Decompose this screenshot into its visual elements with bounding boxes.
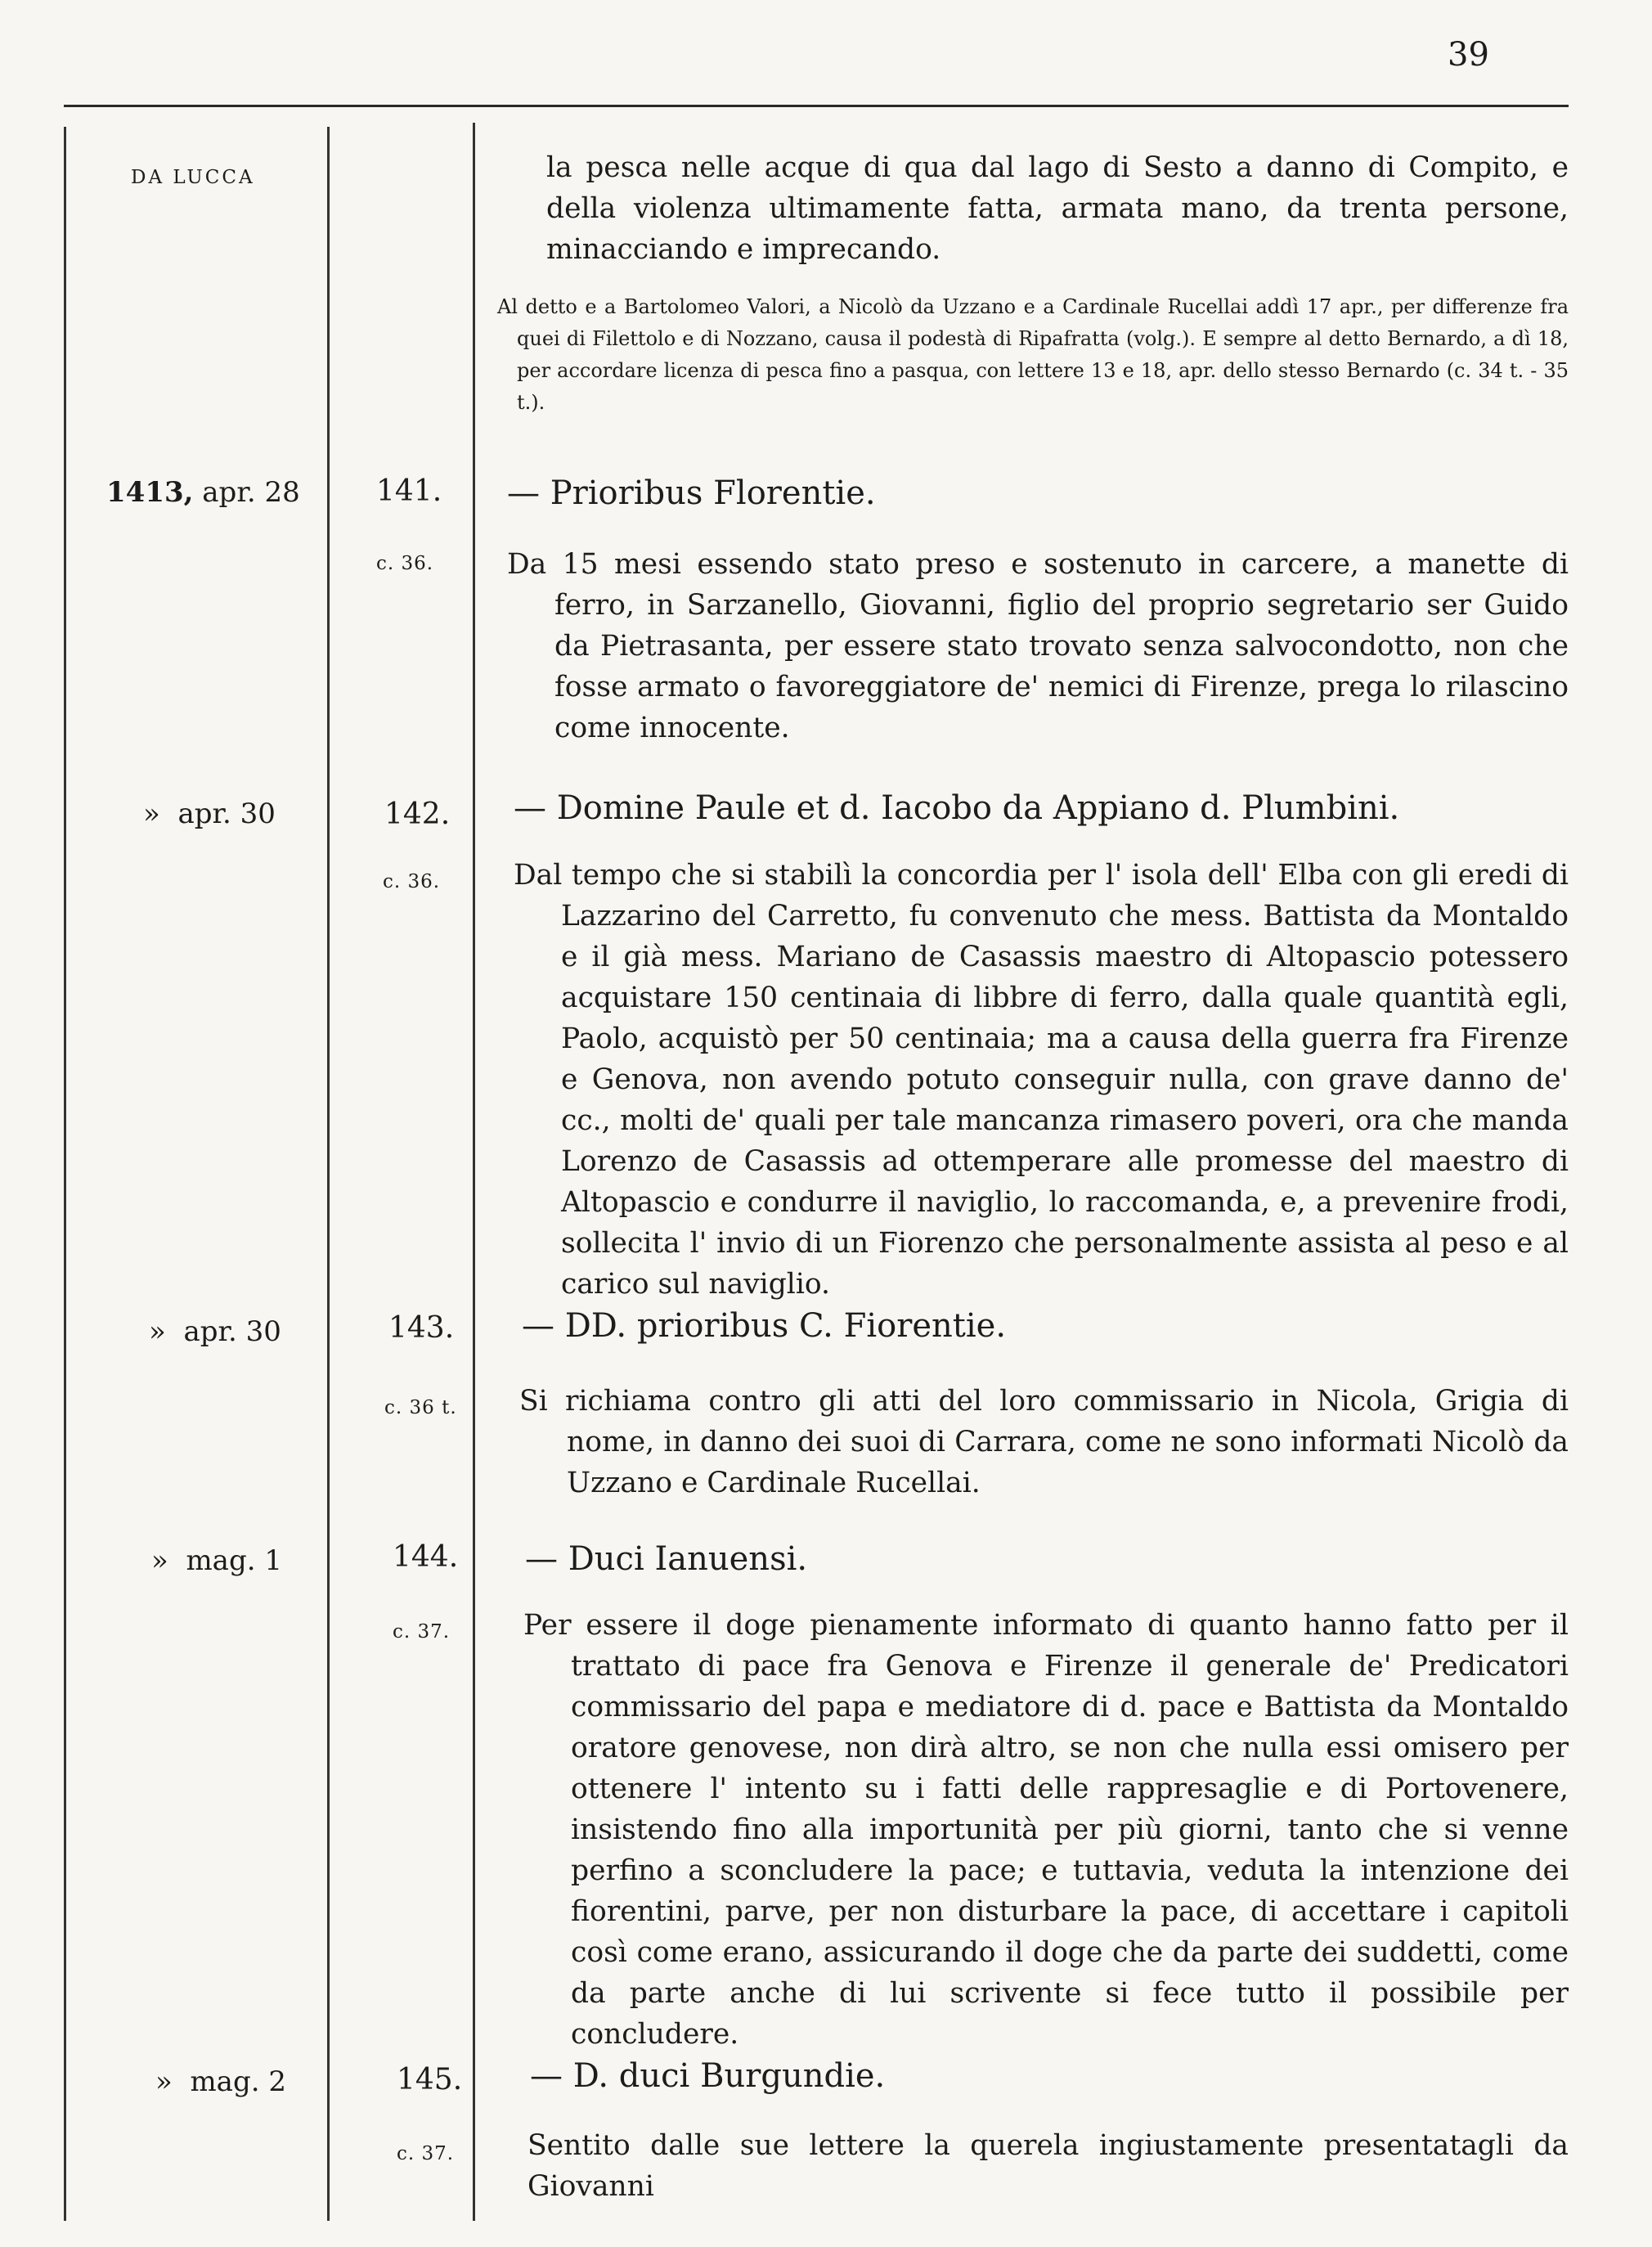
entry-title: — Domine Paule et d. Iacobo da Appiano d. Plumbini. <box>514 789 1400 827</box>
entry-date <box>155 2065 286 2098</box>
entry-date <box>151 1544 282 1577</box>
source-label: DA LUCCA <box>131 167 255 188</box>
entry-date <box>149 1315 281 1348</box>
entry-title: — DD. prioribus C. Fiorentie. <box>522 1307 1007 1345</box>
entry-cref: c. 37. <box>397 2143 455 2164</box>
entry-body: Sentito dalle sue lettere la querela ingiustamente presentatagli da Giovanni <box>527 2129 1569 2203</box>
intro-body: la pesca nelle acque di qua dal lago di Sesto a danno di Compito, e della violenza ultimamente fatta, armata mano, da trenta persone, minacciando e imprecando. <box>546 151 1569 266</box>
entry-number: 141. <box>376 474 442 508</box>
entry-title: — D. duci Burgundie. <box>530 2057 886 2095</box>
entry-date-year: » <box>149 1315 166 1348</box>
header-rule <box>64 105 1569 107</box>
entry-date <box>106 476 300 509</box>
entry-number: 144. <box>393 1540 459 1574</box>
entry-number: 143. <box>388 1311 455 1345</box>
column-rule-right <box>473 123 475 2221</box>
entry-date-year: » <box>151 1544 168 1577</box>
column-rule-middle <box>327 127 330 2221</box>
entry-cref: c. 36 t. <box>384 1397 457 1418</box>
entry-title: — Prioribus Florentie. <box>507 474 876 512</box>
entry-date-year: » <box>155 2065 173 2098</box>
entry-cref: c. 37. <box>393 1621 451 1643</box>
entry-cref: c. 36. <box>383 871 441 892</box>
intro-note: Al detto e a Bartolomeo Valori, a Nicolò da Uzzano e a Cardinale Rucellai addì 17 apr., per differenze fra quei di Filettolo e di Nozzano, causa il podestà di Ripafratta (volg.). E sempre al detto Bernardo, a dì 18, per accordare licenza di pesca fino a pasqua, con lettere 13 e 18, apr. dello stesso Bernardo (c. 34 t. - 35 t.). <box>497 295 1569 414</box>
entry-number: 142. <box>384 798 451 831</box>
page-number: 39 <box>1448 36 1489 74</box>
entry-number: 145. <box>397 2063 463 2096</box>
entry-title: — Duci Ianuensi. <box>525 1540 808 1578</box>
entry-date-rest: mag. 2 <box>190 2065 286 2098</box>
entry-date-rest: apr. 30 <box>177 798 276 830</box>
entry-body: Per essere il doge pienamente informato di quanto hanno fatto per il trattato di pace fra Genova e Firenze il generale de' Predicatori commissario del papa e mediatore di d. pace e Battista da Montaldo oratore genovese, non dirà altro, se non che nulla essi omisero per ottenere l' intento su i fatti delle rappresaglie e di Portovenere, insistendo fino alla importunità per più giorni, tanto che si venne perfino a sconcludere la pace; e tuttavia, veduta la intenzione dei fiorentini, parve, per non disturbare la pace, di accettare i capitoli così come erano, assicurando il doge che da parte dei suddetti, come da parte anche di lui scrivente si fece tutto il possibile per concludere. <box>523 1609 1569 2051</box>
entry-date-year: 1413, <box>106 476 194 509</box>
entry-date-rest: apr. 28 <box>202 476 300 509</box>
entry-date-year: » <box>143 798 160 830</box>
entry-date-rest: apr. 30 <box>183 1315 281 1348</box>
entry-body: Si richiama contro gli atti del loro commissario in Nicola, Grigia di nome, in danno dei suoi di Carrara, come ne sono informati Nicolò da Uzzano e Cardinale Rucellai. <box>519 1385 1569 1499</box>
column-rule-left <box>64 127 66 2221</box>
entry-cref: c. 36. <box>376 553 434 574</box>
entry-date-rest: mag. 1 <box>186 1544 282 1577</box>
entry-body: Dal tempo che si stabilì la concordia per l' isola dell' Elba con gli eredi di Lazzarino del Carretto, fu convenuto che mess. Battista da Montaldo e il già mess. Mariano de Casassis maestro di Altopascio potessero acquistare 150 centinaia di libbre di ferro, dalla quale quantità egli, Paolo, acquistò per 50 centinaia; ma a causa della guerra fra Firenze e Genova, non avendo potuto conseguir nulla, con grave danno de' cc., molti de' quali per tale mancanza rimasero poveri, ora che manda Lorenzo de Casassis ad ottemperare alle promesse del maestro di Altopascio e condurre il naviglio, lo raccomanda, e, a prevenire frodi, sollecita l' invio di un Fiorenzo che personalmente assista al peso e al carico sul naviglio. <box>514 859 1569 1301</box>
entry-date <box>143 798 276 830</box>
entry-body: Da 15 mesi essendo stato preso e sostenuto in carcere, a manette di ferro, in Sarzanello, Giovanni, figlio del proprio segretario ser Guido da Pietrasanta, per essere stato trovato senza salvocondotto, non che fosse armato o favoreggiatore de' nemici di Firenze, prega lo rilascino come innocente. <box>507 548 1569 744</box>
